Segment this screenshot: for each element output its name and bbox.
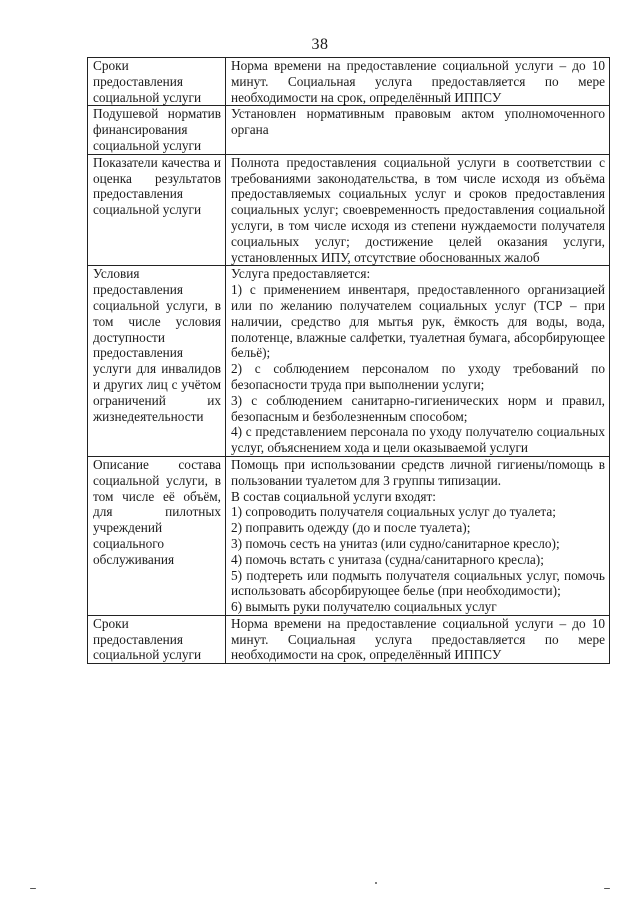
service-description-table — [87, 57, 610, 664]
row-value-paragraph: 4) с представлением персонала по уходу получателю социальных услуг, объяснением хода и цели оказываемой услуги — [231, 424, 605, 456]
row-label-cell — [88, 615, 226, 663]
row-value-paragraph: 1) сопроводить получателя социальных услуг до туалета; — [231, 504, 556, 520]
table-row — [88, 154, 610, 266]
row-label: Сроки предоставления социальной услуги — [93, 615, 202, 663]
scan-speck — [604, 888, 610, 889]
row-value-paragraph: 3) с соблюдением санитарно-гигиенических норм и правил, безопасным и безболезненным способом; — [231, 392, 605, 424]
scan-speck — [30, 888, 36, 889]
row-value-paragraph: Полнота предоставления социальной услуги в соответствии с требованиями законодательства, в том числе исходя из объёма предоставляемых социальных услуг и сроков предоставления социальных услуг; своевременность предоставления социальной услуги, в том числе исходя из степени нуждаемости получателя социальных услуг; достижение целей оказания услуги, установленных ИПУ, отсутствие обоснованных жалоб — [231, 154, 605, 265]
row-value-cell — [226, 58, 610, 106]
row-value-paragraph: 2) поправить одежду (до и после туалета); — [231, 520, 471, 536]
row-label-cell — [88, 456, 226, 615]
row-label-cell — [88, 106, 226, 154]
row-value-paragraph: 2) с соблюдением персоналом по уходу требований по безопасности труда при выполнении услуги; — [231, 361, 605, 392]
row-value-paragraph: Норма времени на предоставление социальной услуги – до 10 минут. Социальная услуга предоставляется по мере необходимости на срок, определённый ИППСУ — [231, 615, 605, 663]
row-value-paragraph: Помощь при использовании средств личной гигиены/помощь в пользовании туалетом для 3 группы типизации. — [231, 456, 605, 488]
row-value-paragraph: 5) подтереть или подмыть получателя социальных услуг, помочь использовать абсорбирующее белье (при необходимости); — [231, 567, 605, 599]
row-value-paragraph: Норма времени на предоставление социальной услуги – до 10 минут. Социальная услуга предоставляется по мере необходимости на срок, определённый ИППСУ — [231, 58, 605, 105]
row-label: Подушевой норматив финансирования социальной услуги — [93, 106, 221, 153]
row-value-cell — [226, 266, 610, 457]
row-label: Описание состава социальной услуги, в том числе её объём, для пилотных учреждений социального обслуживания — [93, 456, 221, 567]
row-label-cell — [88, 58, 226, 106]
row-label: Условия предоставления социальной услуги, в том числе условия доступности предоставления услуги для инвалидов и других лиц с учётом ограничений их жизнедеятельности — [93, 266, 221, 424]
table-row — [88, 106, 610, 154]
table-row — [88, 615, 610, 663]
row-label: Показатели качества и оценка результатов предоставления социальной услуги — [93, 154, 221, 218]
row-value-paragraph: 4) помочь встать с унитаза (судна/санитарного кресла); — [231, 551, 544, 567]
table-row — [88, 456, 610, 615]
page-number: 38 — [311, 36, 329, 53]
row-value-paragraph: 3) помочь сесть на унитаз (или судно/санитарное кресло); — [231, 535, 560, 551]
row-value-cell — [226, 456, 610, 615]
scan-speck — [375, 882, 377, 884]
row-value-paragraph: 6) вымыть руки получателю социальных услуг — [231, 599, 497, 615]
row-value-paragraph: Установлен нормативным правовым актом уполномоченного органа — [231, 106, 605, 138]
table-row — [88, 266, 610, 457]
table-row — [88, 58, 610, 106]
row-value-paragraph: 1) с применением инвентаря, предоставленного организацией или по желанию получателем социальных услуг (ТСР – при наличии, средство для мытья рук, ёмкость для воды, вода, полотенце, влажные салфетки, туалетная бумага, абсорбирующее бельё); — [231, 282, 605, 361]
row-value-paragraph: В состав социальной услуги входят: — [231, 488, 436, 504]
row-value-paragraph: Услуга предоставляется: — [231, 266, 371, 282]
row-label-cell — [88, 154, 226, 266]
row-value-cell — [226, 615, 610, 663]
row-label-cell — [88, 266, 226, 457]
row-label: Сроки предоставления социальной услуги — [93, 58, 202, 105]
row-value-cell — [226, 106, 610, 154]
row-value-cell — [226, 154, 610, 266]
